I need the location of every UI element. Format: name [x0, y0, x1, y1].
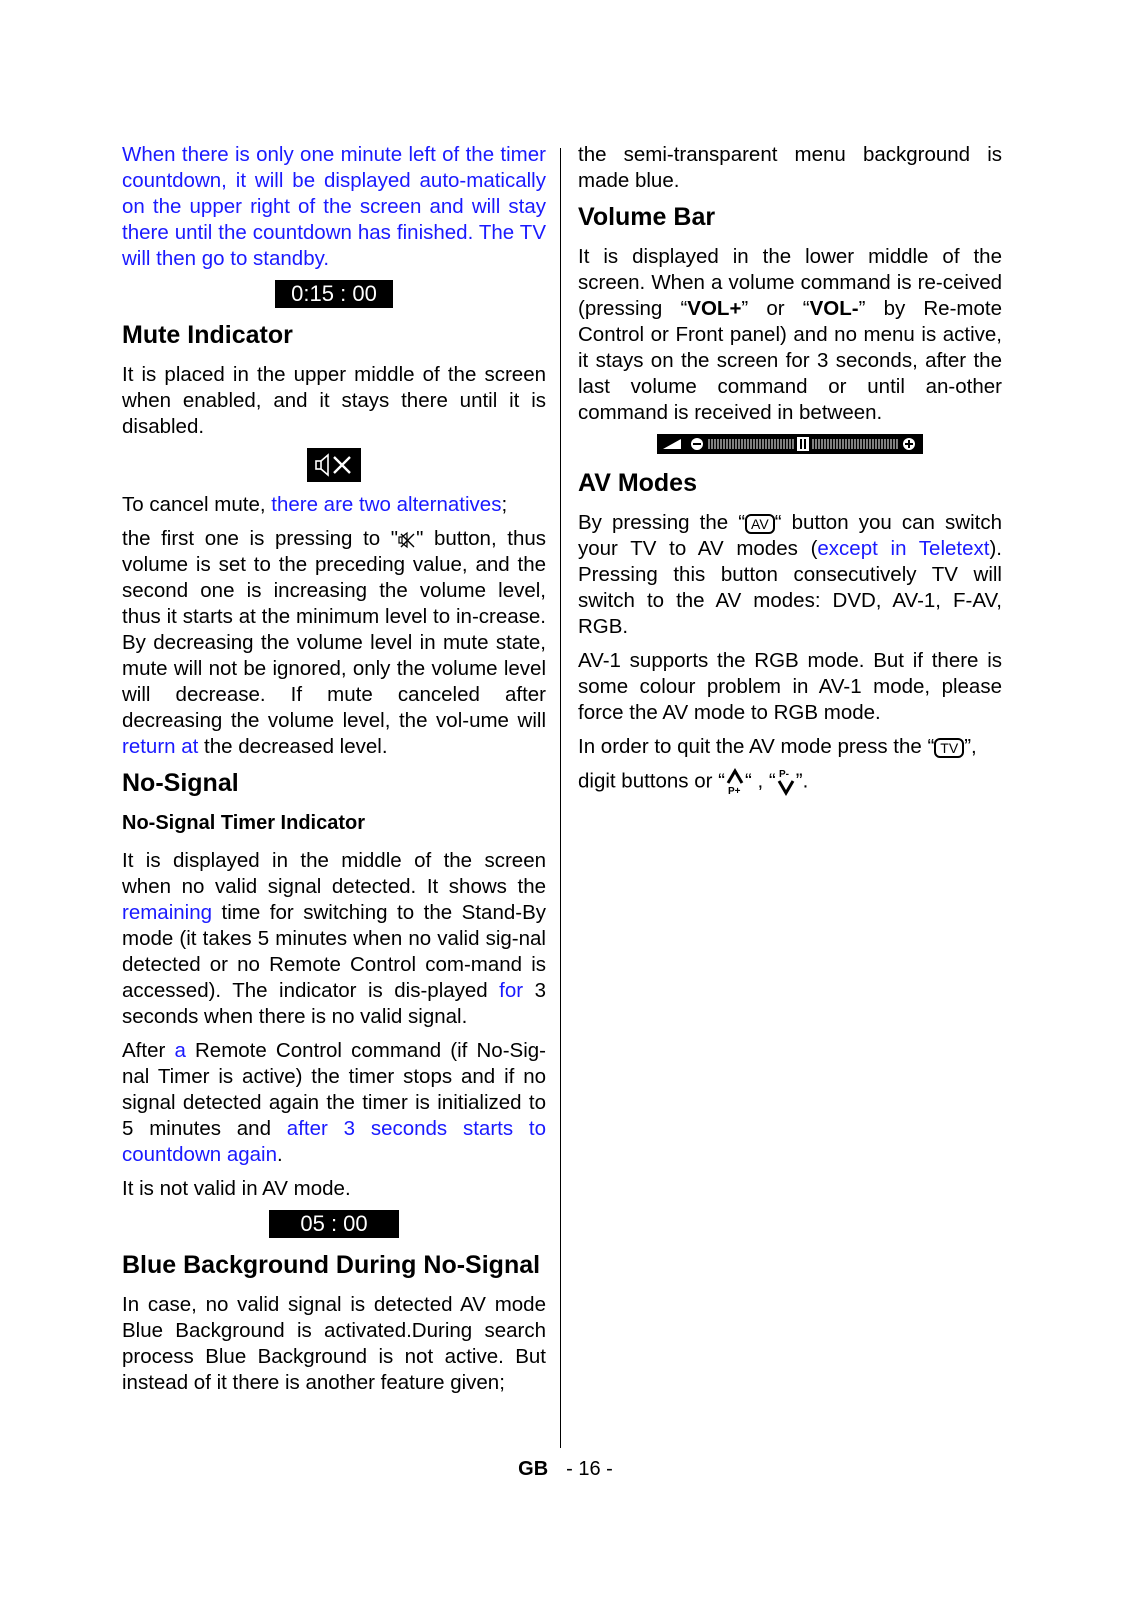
timer-intro-paragraph: When there is only one minute left of the timer countdown, it will be displayed auto-matically on the upper right of the screen and will stay there until the countdown has finished. The TV will then go to standby.: [122, 143, 546, 270]
tv-button-icon: TV: [934, 738, 964, 758]
no-signal-paragraph-1: It is displayed in the middle of the screen when no valid signal detected. It shows the remaining time for switching to the Stand-By mode (it takes 5 minutes when no valid sig-nal detected or no Remote Control com-mand is accessed). The indicator is dis-played for 3 seconds when there is no valid signal.: [122, 849, 546, 1028]
blue-background-continuation: the semi-transparent menu background is made blue.: [578, 143, 1002, 192]
page-footer: [0, 1458, 1131, 1481]
program-up-icon: [725, 768, 745, 796]
volume-bar-osd: [657, 434, 923, 454]
mute-indicator-heading: Mute Indicator: [122, 321, 293, 349]
av-modes-paragraph-4: digit buttons or “ P+ “ , “ P- ”.: [578, 769, 809, 796]
blue-background-heading: Blue Background During No-Signal: [122, 1251, 541, 1279]
language-code: GB: [518, 1458, 549, 1480]
mute-description: It is placed in the upper middle of the screen when enabled, and it stays there until it is disabled.: [122, 363, 546, 438]
left-column: [122, 142, 546, 1404]
sleep-timer-display: 0:15 : 00: [275, 280, 393, 308]
program-down-icon: [776, 768, 796, 796]
mute-alternatives-paragraph: the first one is pressing to " " button, thus volume is set to the preceding value, and the second one is increasing the volume level, thus it starts at the minimum level to in-crease. By decreasing the volume level in mute state, mute will not be ignored, only the volume level will decrease. If mute canceled after decreasing the volume level, the vol-ume will return at the decreased level.: [122, 527, 547, 758]
av-modes-heading: AV Modes: [578, 469, 697, 497]
no-signal-heading: No-Signal: [122, 769, 239, 797]
no-signal-timer-subheading: No-Signal Timer Indicator: [122, 812, 365, 834]
av-modes-paragraph-3: In order to quit the AV mode press the “ TV ”,: [578, 735, 977, 758]
mute-icon: [315, 453, 353, 477]
no-signal-av-note: It is not valid in AV mode.: [122, 1177, 351, 1200]
cancel-mute-paragraph: To cancel mute, there are two alternatives;: [122, 493, 508, 516]
av-modes-paragraph-1: By pressing the “ AV “ button you can switch your TV to AV modes (except in Teletext). Pressing this button consecutively TV will switch to the AV modes: DVD, AV-1, F-AV, RGB.: [578, 511, 1002, 638]
no-signal-paragraph-2: After a Remote Control command (if No-Sig-nal Timer is active) the timer stops and if no signal detected again the timer is initialized to 5 minutes and after 3 seconds starts to countdown again.: [122, 1039, 546, 1166]
av-modes-paragraph-2: AV-1 supports the RGB mode. But if there is some colour problem in AV-1 mode, please force the AV mode to RGB mode.: [578, 649, 1002, 724]
volume-bar-graphic: [657, 434, 923, 454]
no-signal-timer-display: 05 : 00: [269, 1210, 399, 1238]
mute-button-icon: [398, 531, 416, 549]
svg-text:P+: P+: [728, 786, 741, 796]
blue-background-paragraph: In case, no valid signal is detected AV mode Blue Background is activated.During search process Blue Background is not active. But instead of it there is another feature given;: [122, 1293, 546, 1394]
column-divider: [560, 148, 561, 1448]
volume-bar-paragraph: It is displayed in the lower middle of the screen. When a volume command is re-ceived (pressing “VOL+” or “VOL-” by Re-mote Control or Front panel) and no menu is active, it stays on the screen for 3 seconds, after the last volume command or until an-other command is received in between.: [578, 245, 1002, 424]
right-column: [578, 142, 1002, 804]
page-number: - 16 -: [566, 1458, 613, 1480]
volume-bar-heading: Volume Bar: [578, 203, 716, 231]
svg-text:P-: P-: [778, 769, 789, 780]
mute-indicator-osd: [307, 448, 361, 482]
av-button-icon: AV: [745, 514, 775, 534]
